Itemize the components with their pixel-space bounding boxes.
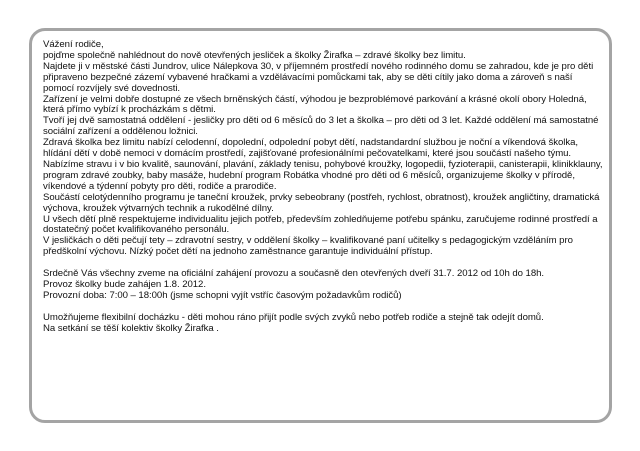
paragraph-flexible-attendance: Umožňujeme flexibilní docházku - děti mohou ráno přijít podle svých zvyků nebo potřeb rodiče a stejně tak odejít domů. xyxy=(43,311,544,323)
paragraph-activities: Nabízíme stravu i v bio kvalitě, saunování, plavání, základy tenisu, pohybové kroužky, logopedii, fyzioterapii, canisterapii, klinikklauny, program zdravé zoubky, baby masáže, hudební program Robátka vhodné pro děti od 6 měsíců, organizujeme školky v přírodě, víkendové a týdenní pobyty pro děti, rodiče a prarodiče. xyxy=(43,158,603,192)
paragraph-invitation: pojďme společně nahlédnout do nově otevřených jesliček a školky Žirafka – zdravé školky bez limitu. xyxy=(43,49,466,61)
paragraph-services: Zdravá školka bez limitu nabízí celodenní, dopolední, odpolední pobyt dětí, nadstandardní službou je noční a víkendová školka, hlídání dětí v době nemoci v domácím prostředí, zajišťované profesionálními pečovatelkami, které jsou součástí našeho týmu. xyxy=(43,137,579,160)
paragraph-location: Najdete ji v městské části Jundrov, ulice Nálepkova 30, v příjemném prostředí nového rodinného domu se zahradou, kde je pro děti připraveno bezpečné zázemí vybavené hračkami a vzdělávacími pomůckami tak, aby se děti cítily jako doma a zároveň s naší pomocí rozvíjely své dovednosti. xyxy=(43,60,594,94)
paragraph-program: Součástí celotýdenního programu je taneční kroužek, prvky sebeobrany (postřeh, rychlost, obratnost), kroužek angličtiny, dramatická výchova, kroužek výtvarných technik a rukodělné dílny. xyxy=(43,191,600,214)
paragraph-access: Zařízení je velmi dobře dostupné ze všech brněnských částí, výhodou je bezproblémové parkování a krásné okolí obory Holedná, která přímo vybízí k procházkám s dětmi. xyxy=(43,93,587,116)
paragraph-opening-hours: Provozní doba: 7:00 – 18:00h (jsme schopni vyjít vstříc časovým požadavkům rodičů) xyxy=(43,289,402,301)
paragraph-departments: Tvoří jej dvě samostatná oddělení - jesličky pro děti od 6 měsíců do 3 let a školka – pro děti od 3 let. Každé oddělení má samostatné sociální zařízení a oddělenou ložnici. xyxy=(43,115,599,138)
greeting: Vážení rodiče, xyxy=(43,39,104,50)
paragraph-signoff: Na setkání se těší kolektiv školky Žirafka . xyxy=(43,322,219,334)
spacer xyxy=(43,302,603,313)
paragraph-open-day: Srdečně Vás všechny zveme na oficiální zahájení provozu a současně den otevřených dveří 31.7. 2012 od 10h do 18h. xyxy=(43,268,545,280)
paragraph-start-date: Provoz školky bude zahájen 1.8. 2012. xyxy=(43,278,206,290)
paragraph-staff: V jesličkách o děti pečují tety – zdravotní sestry, v oddělení školky – kvalifikované paní učitelky s pedagogickým vzděláním pro předškolní výchovu. Nízký počet dětí na jednoho zaměstnance garantuje individuální přístup. xyxy=(43,235,573,258)
paragraph-individuality: U všech dětí plně respektujeme individualitu jejich potřeb, především zohledňujeme potřebu spánku, zaručujeme rodinné prostředí a dostatečný počet kvalifikovaného personálu. xyxy=(43,213,598,236)
letter-body xyxy=(43,40,603,334)
